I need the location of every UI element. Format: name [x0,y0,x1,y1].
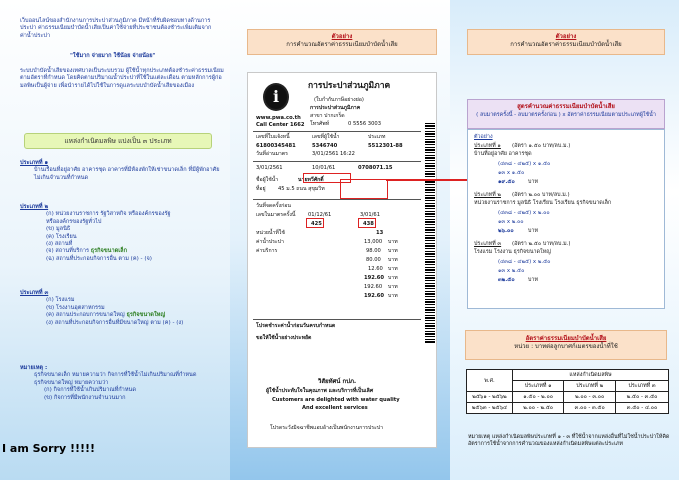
type3-item: (ง) สถานที่ประกอบกิจการอื่นที่มีขนาดใหญ่ ตาม (ค) - (ง) [46,319,184,326]
intro-paragraph: เว็บออนไลน์ของสำนักงานการประปาส่วนภูมิภาค มีหน้าที่รับผิดชอบทางด้านการประปา ค่าธรรมเนียมบำบัดน้ำเสียเป็นค่าใช้จ่ายที่ประชาชนต้องชำระเพิ่มเติมจากค่าน้ำประปา [20,18,212,39]
note-section [20,365,225,402]
water-bill [247,72,437,448]
table-cell-year: ๒๕๖๓ - ๒๕๖๔ [467,403,513,414]
bill-notice-1: โปรดชำระค่าน้ำก่อนวันครบกำหนด [256,323,336,329]
bill-prev-label: วันที่จดครั้งก่อน [256,203,291,209]
ex2-calc-1: (๔๓๘ - ๔๒๕) x ๒.๐๐ [498,210,550,216]
type2-item [46,248,225,255]
bill-unit: บาท [388,248,398,254]
bill-name-label: ชื่อผู้ใช้น้ำ [256,177,279,183]
bill-customer-no: 5346740 [312,143,338,149]
table-cell: ๓.๐๐ - ๓.๕๐ [564,403,616,414]
divider [253,319,421,320]
note-line: ธุรกิจขนาดใหญ่ หมายความว่า [34,379,109,386]
table-header-year: พ.ศ. [467,370,513,392]
middle-example-box [247,29,437,55]
bill-cur-label: เลขในมาตรครั้งนี้ [256,212,296,218]
bill-col-label: ประเภท [368,134,386,140]
bill-reading-prev: 425 [311,221,322,227]
ex2-calc-2: ๑๓ x ๒.๐๐ [498,219,524,225]
bill-unit: บาท [388,293,398,299]
rate-unit: หน่วย : บาทต่อลูกบาศก์เมตรของน้ำที่ใช้ [514,343,618,350]
bill-prev-date: 01/12/61 [308,212,332,218]
note-line: (ข) กิจการที่มีพนักงานจำนวนมาก [44,394,126,401]
bill-units: 13 [376,230,384,236]
examples-label: ตัวอย่าง [474,134,493,140]
intro-quote: "ใช้มาก จ่ายมาก ใช้น้อย จ่ายน้อย" [70,53,156,59]
bill-units-label: หน่วยน้ำที่ใช้ [256,230,285,236]
bill-total: 192.60 [364,275,385,281]
note-line: ธุรกิจขนาดเล็ก หมายความว่า กิจการที่ใช้น้ำไม่เกินปริมาณที่กำหนด [34,372,197,379]
ex1-unit: บาท [528,179,539,185]
divider [253,131,421,132]
barcode-icon [425,123,435,343]
ex1-result: ๑๙.๕๐ [498,179,515,185]
pwa-logo-icon [263,83,289,111]
bill-price-label: ค่าน้ำประปา [256,239,284,245]
type2-item: หรือองค์กรของรัฐทั่วไป [46,218,102,225]
right-example-label: ตัวอย่าง [555,33,577,40]
bill-vision-th: ผู้ใช้น้ำประทับใจในคุณภาพ และบริการที่เป็นเลิศ [266,388,374,394]
bill-vat: 12.60 [368,266,383,272]
type3-title: ประเภทที่ ๓ [20,290,49,296]
bill-utility-sub: (ใบกำกับภาษีอย่างย่อ) [314,97,364,103]
bill-price: 13,000 [364,239,383,245]
type3-item: (ข) โรงงานอุตสาหกรรม [46,304,105,311]
bill-addr-label: ที่อยู่ [256,186,266,192]
ex3-calc-1: (๔๓๘ - ๔๒๕) x ๒.๕๐ [498,259,551,265]
prev-reading-highlight [306,218,324,228]
bill-time: 16:22 [340,151,355,157]
type2-item: (ข) มูลนิธิ [46,226,71,233]
intro-paragraph-2: ระบบบำบัดน้ำเสียของเทศบาลเป็นระบบรวม ผู้ใช้น้ำทุกประเภทต้องชำระค่าธรรมเนียมตามอัตราที่กำหนด โดยคิดตามปริมาณน้ำประปาที่ใช้ในแต่ละเดือน ตามหลักการผู้ก่อมลพิษเป็นผู้จ่าย เพื่อนำรายได้ไปใช้ในการดูแลระบบบำบัดน้ำเสียของเมือง [20,68,224,89]
table-header-group: แหล่งกำเนิดมลพิษ [513,370,669,381]
bill-branch-line: สาขา ปากเกร็ด [310,113,345,119]
type3-section [20,290,225,327]
ex3-desc: โรงแรม โรงงาน ธุรกิจขนาดใหญ่ [474,249,551,255]
type2-item-label: (จ) สถานที่บริการ [46,248,89,255]
type1-title: ประเภทที่ ๑ [20,160,49,166]
ex3-unit: บาท [528,277,539,283]
bill-vision-title: วิสัยทัศน์ กปภ. [318,378,357,385]
pollution-types-heading: แหล่งกำเนิดมลพิษ แบ่งเป็น ๓ ประเภท [24,133,212,149]
right-example-title: การคำนวณอัตราค่าธรรมเนียมบำบัดน้ำเสีย [510,41,622,48]
note-title: หมายเหตุ : [20,365,48,371]
middle-example-title: การคำนวณอัตราค่าธรรมเนียมบำบัดน้ำเสีย [286,41,398,48]
bill-footer: โปรดระวังมิจฉาชีพแอบอ้างเป็นพนักงานการประปา [270,425,384,431]
table-cell: ๓.๕๐ - ๔.๐๐ [616,403,669,414]
note-line: (ก) กิจการที่ใช้น้ำเกินปริมาณที่กำหนด [44,387,136,394]
bill-reading-cur: 438 [363,221,374,227]
ex1-calc-2: ๑๓ x ๑.๕๐ [498,170,525,176]
type3-item [46,312,225,319]
footnote: หมายเหตุ แหล่งกำเนิดมลพิษประเภทที่ ๑ - ๓ ที่ใช้น้ำจากแหล่งอื่นที่ไม่ใช่น้ำประปาให้คิดอัตราการใช้น้ำจากการคำนวณของแหล่งกำเนิดมลพิษแต่ละประเภท [468,434,670,447]
ex2-rate: (อัตรา ๒.๐๐ บาท/ลบ.ม.) [512,192,570,198]
table-row [467,392,669,403]
bill-phone: 0 5556 3003 [348,121,382,127]
table-row [467,403,669,414]
right-example-box [467,29,665,55]
middle-example-label: ตัวอย่าง [331,33,353,40]
table-cell: ๑.๕๐ - ๒.๐๐ [513,392,564,403]
formula-box [467,99,665,129]
table-header-type: ประเภทที่ ๑ [513,381,564,392]
type3-item-label: (ค) สถานประกอบการขนาดใหญ่ [46,312,125,319]
bill-col-label: เลขที่ผู้ใช้น้ำ [312,134,340,140]
type2-item: (ฉ) สถานที่ประกอบกิจการอื่น ตาม (ค) - (จ) [46,255,152,262]
bill-notice-2: ขอให้ใช้น้ำอย่างประหยัด [256,335,312,341]
bill-date: 3/01/2561 [312,151,339,157]
bill-date-label: วันที่อ่านมาตร [256,151,288,157]
bill-branch: การประปาส่วนภูมิภาค [310,105,361,111]
bill-unit: บาท [388,275,398,281]
ex3-title: ประเภทที่ ๓ [474,241,502,247]
ex1-title: ประเภทที่ ๑ [474,143,501,149]
bill-phone-label: โทรศัพท์ [310,121,330,127]
large-business-label: ธุรกิจขนาดใหญ่ [126,312,166,319]
ex3-result: ๓๒.๕๐ [498,277,515,283]
ex2-result: ๒๖.๐๐ [498,228,514,234]
connector-line [386,179,476,181]
bill-callcenter: Call Center 1662 [256,122,305,128]
bill-unit: บาท [388,257,398,263]
small-business-label: ธุรกิจขนาดเล็ก [90,248,127,255]
table-cell: ๒.๐๐ - ๓.๐๐ [564,392,616,403]
bill-total-3: 192.60 [364,293,385,299]
bill-cur-date: 3/01/61 [360,212,380,218]
bill-name: นายทวีศักดิ์ [298,177,324,183]
bill-usage-date: 10/01/61 [312,165,336,171]
bill-vision-en-2: And excellent services [302,405,368,411]
divider [253,199,421,200]
ex2-unit: บาท [528,228,539,234]
table-cell: ๒.๕๐ - ๓.๕๐ [616,392,669,403]
bill-type: 5512301-88 [368,143,403,149]
bill-website: www.pwa.co.th [256,115,301,121]
formula-text: ( ลบมาตรครั้งนี้ - ลบมาตรครั้งก่อน ) x อัตราค่าธรรมเนียมตามประเภทผู้ใช้น้ำ [476,112,656,118]
table-cell-year: ๒๕๖๑ - ๒๕๖๒ [467,392,513,403]
type1-body: บ้านเรือนที่อยู่อาศัย อาคารชุด อาคารที่มีห้องพักให้เช่าขนาดเล็ก ที่มีผู้พักอาศัยไม่เกินจำนวนที่กำหนด [34,167,220,181]
ex3-rate: (อัตรา ๒.๕๐ บาท/ลบ.ม.) [512,241,571,247]
table-header-type: ประเภทที่ ๓ [616,381,669,392]
ex1-calc-1: (๔๓๘ - ๔๒๕) x ๑.๕๐ [498,161,551,167]
bill-vision-en-1: Customers are delighted with water quality [272,397,400,403]
bill-unit: บาท [388,239,398,245]
type2-item: (ค) โรงเรียน [46,233,77,240]
type2-item: (ก) หน่วยงานราชการ รัฐวิสาหกิจ หรือองค์กรของรัฐ [46,211,171,218]
bill-service: 98.00 [366,248,381,254]
cur-reading-highlight [358,218,376,228]
ex2-desc: หน่วยงานราชการ มูลนิธิ โรงเรียน โรงเรียน ธุรกิจขนาดเล็ก [474,200,612,206]
bill-read-date: 3/01/2561 [256,165,283,171]
rate-title: อัตราค่าธรรมเนียมบำบัดน้ำเสีย [525,335,607,342]
type3-item: (ก) โรงแรม [46,297,75,304]
ex1-desc: บ้านที่อยู่อาศัย อาคารชุด [474,151,532,157]
rate-title-box [465,330,667,360]
divider [253,161,421,162]
type2-title: ประเภทที่ ๒ [20,204,49,210]
bill-invoice-no: 61800345481 [256,143,296,149]
type2-item: (ง) สถานที่ [46,241,73,248]
sorry-caption: I am Sorry !!!!! [2,442,96,455]
bill-usage-code: 0708071.15 [358,165,393,171]
bill-subtotal: 80.00 [366,257,381,263]
examples-list [467,129,665,309]
table-header-type: ประเภทที่ ๒ [564,381,616,392]
bill-col-label: เลขที่ใบแจ้งหนี้ [256,134,290,140]
bill-unit: บาท [388,266,398,272]
bill-utility: การประปาส่วนภูมิภาค [308,81,391,91]
type2-section [20,204,225,263]
bill-address: 45 ม.5 ถนน สุขุมวิท [278,186,325,192]
rate-table [466,369,669,414]
ex2-title: ประเภทที่ ๒ [474,192,501,198]
bill-service-label: ค่าบริการ [256,248,278,254]
table-cell: ๒.๐๐ - ๒.๕๐ [513,403,564,414]
bill-unit: บาท [388,284,398,290]
ex3-calc-2: ๑๓ x ๒.๕๐ [498,268,525,274]
usage-highlight [340,179,388,199]
ex1-rate: (อัตรา ๑.๕๐ บาท/ลบ.ม.) [512,143,571,149]
bill-total-2: 192.60 [364,284,383,290]
type1-section [20,160,225,182]
formula-title: สูตรคำนวณค่าธรรมเนียมบำบัดน้ำเสีย [517,103,615,110]
